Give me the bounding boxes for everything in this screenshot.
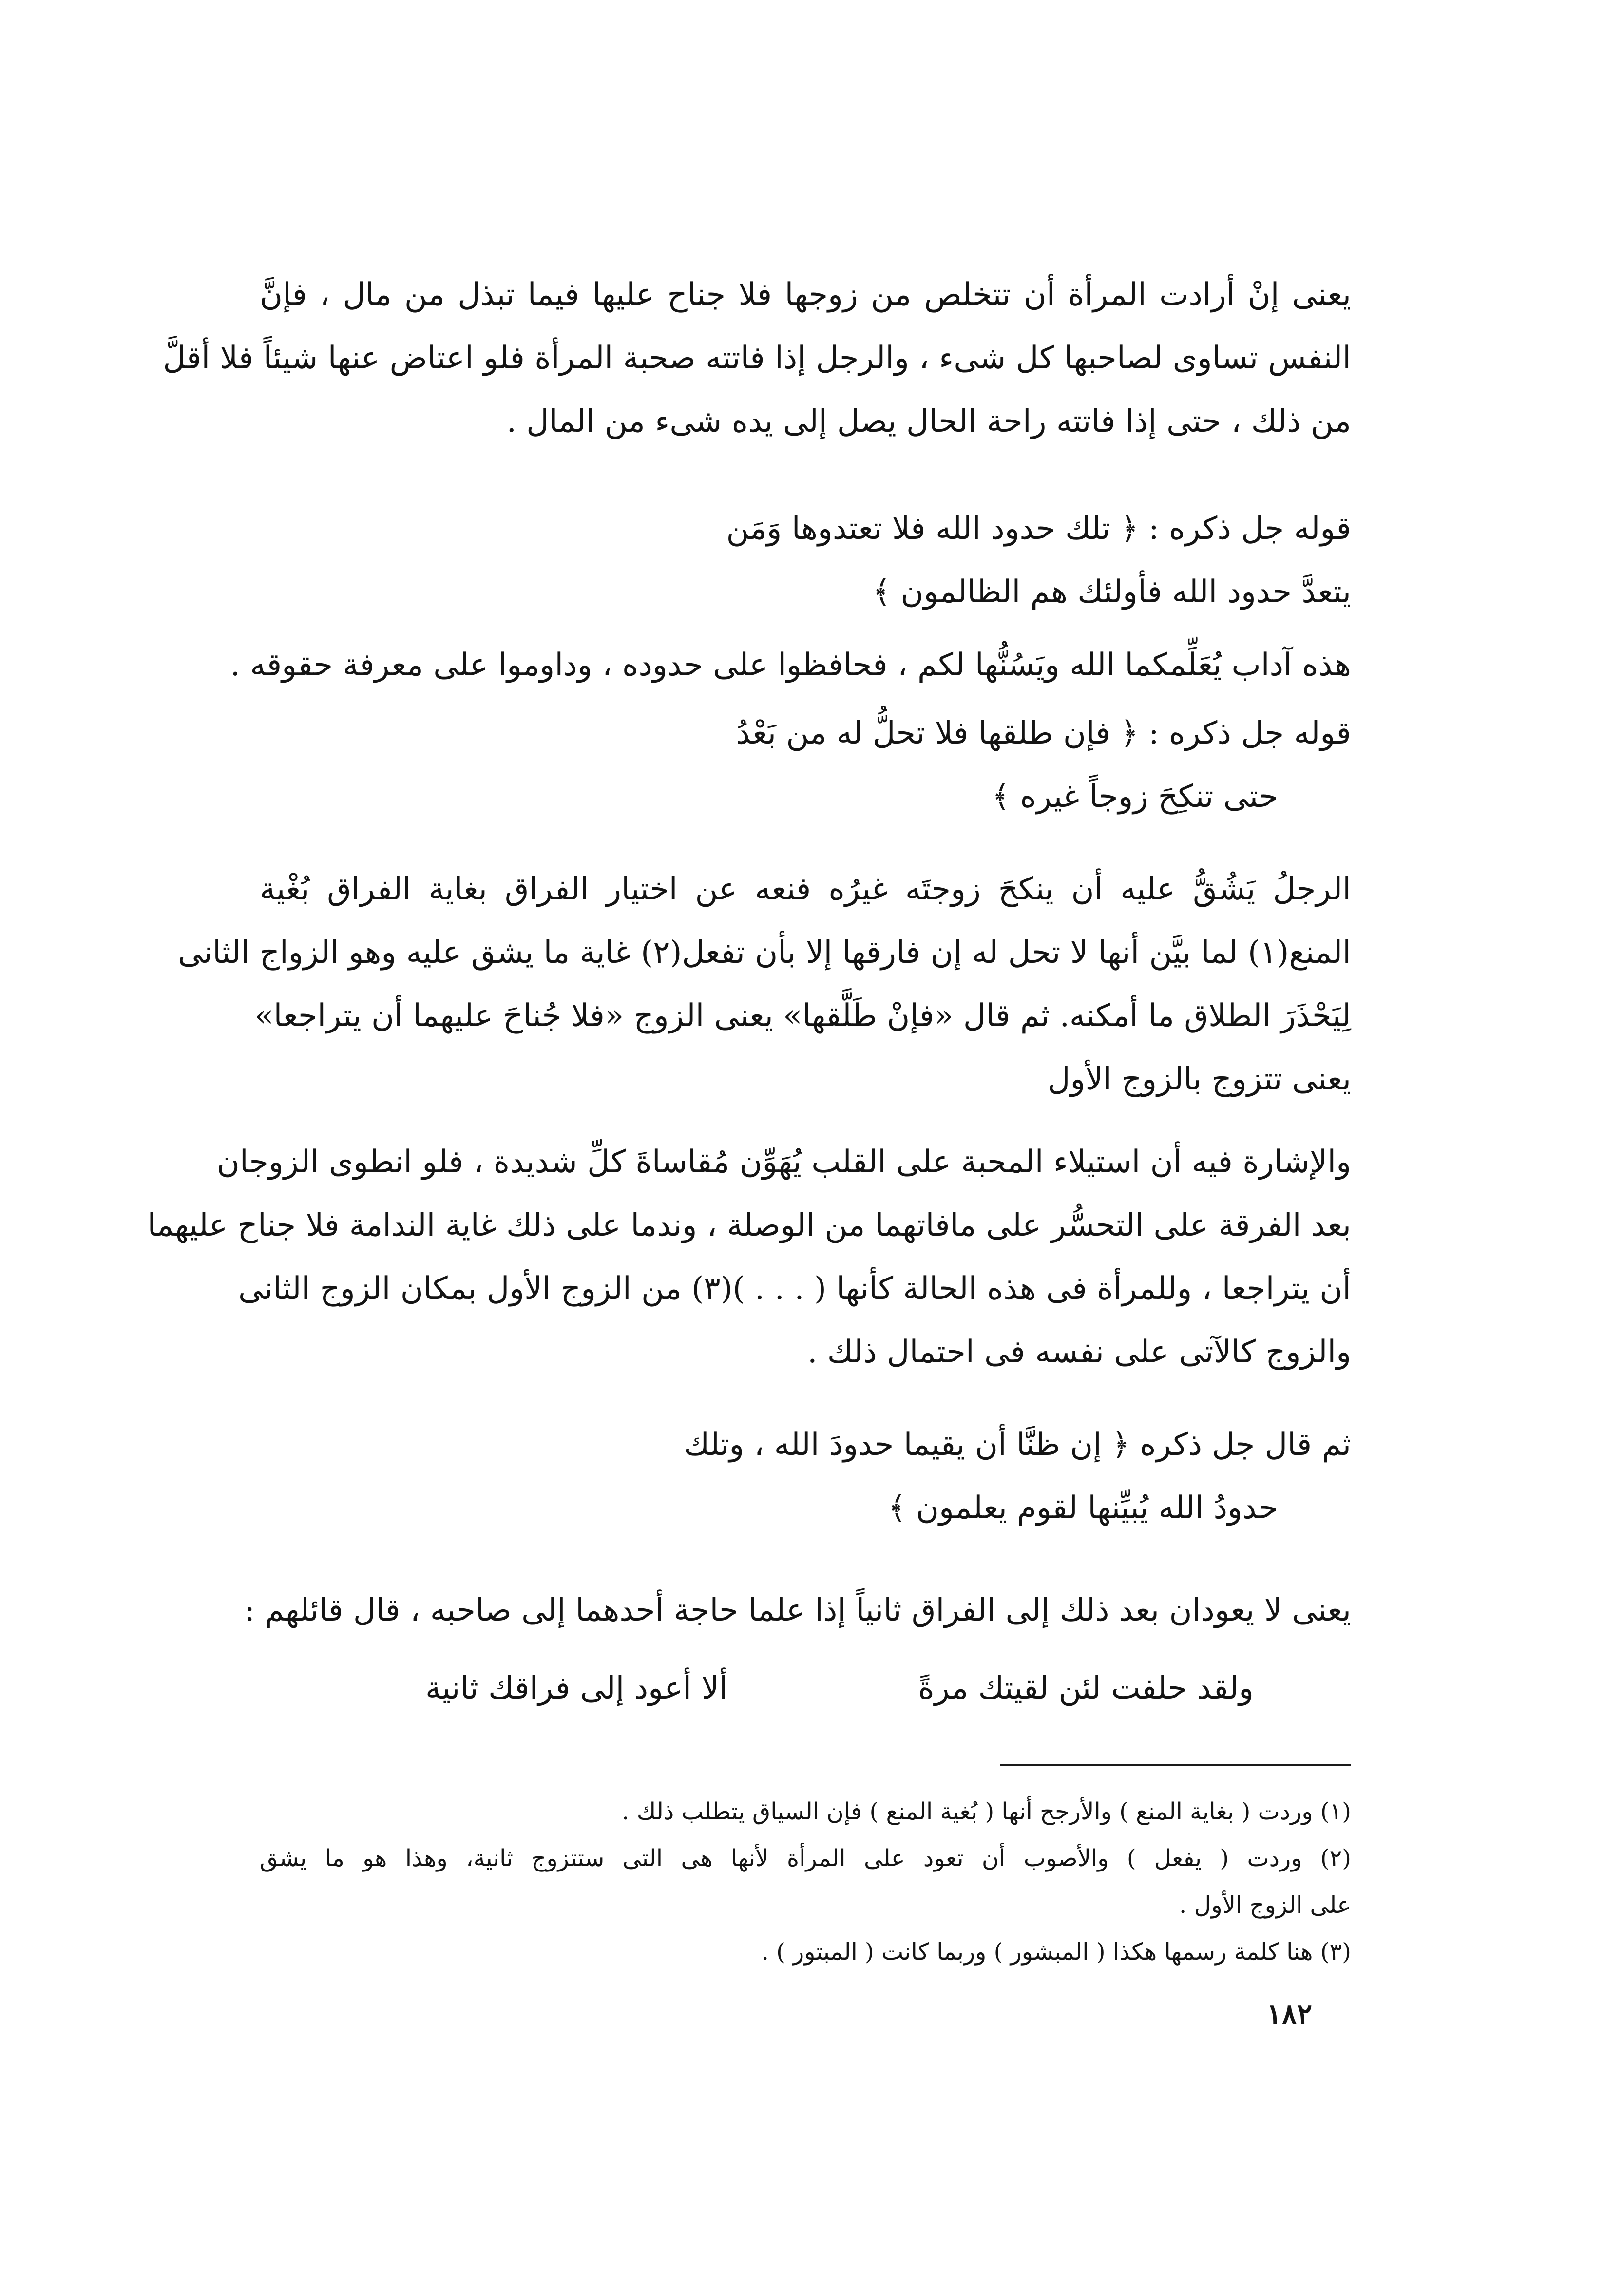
verse-line: قوله جل ذكره : ﴿ فإن طلقها فلا تحلُّ له من بَعْدُ: [736, 715, 1351, 751]
paragraph-1: [163, 263, 1351, 453]
verse-quote-2: [260, 702, 1351, 828]
verse-line: يتعدَّ حدود الله فأولئك هم الظالمون ﴾: [872, 574, 1351, 610]
paragraph-2: [230, 633, 1351, 697]
text-line: والإشارة فيه أن استيلاء المحبة على القلب يُهَوِّن مُقاساةَ كلِّ شديدة ، فلو انطوى الزوجان: [216, 1144, 1351, 1180]
footnote-2-continuation: على الزوج الأول .: [1179, 1891, 1351, 1919]
text-line: هذه آداب يُعَلِّمكما الله ويَسُنُّها لكم ، فحافظوا على حدوده ، وداوموا على معرفة حقوقه .: [230, 647, 1351, 683]
text-line: يعنى لا يعودان بعد ذلك إلى الفراق ثانياً إذا علما حاجة أحدهما إلى صاحبه ، قال قائلهم :: [244, 1592, 1351, 1628]
text-line: يعنى تتزوج بالزوج الأول: [1047, 1061, 1351, 1097]
footnote-3: (٣) هنا كلمة رسمها هكذا ( المبشور ) وربما كانت ( المبتور ) .: [761, 1938, 1351, 1966]
verse-quote-3: [260, 1413, 1351, 1540]
footnote-1: (١) وردت ( بغاية المنع ) والأرجح أنها ( بُغية المنع ) فإن السياق يتطلب ذلك .: [622, 1798, 1351, 1825]
verse-line: حدودُ الله يُبيِّنها لقوم يعلمون ﴾: [888, 1490, 1278, 1526]
paragraph-3: [177, 858, 1352, 1111]
text-line: بعد الفرقة على التحسُّر على مافاتهما من الوصلة ، وندما على ذلك غاية الندامة فلا جناح عليهما: [147, 1207, 1351, 1243]
poem-first-hemistich: ولقد حلفت لئن لقيتك مرةً: [918, 1670, 1254, 1706]
poem-second-hemistich: ألا أعود إلى فراقك ثانية: [425, 1670, 728, 1706]
footnotes: [260, 1788, 1351, 1975]
verse-line: ثم قال جل ذكره ﴿ إن ظنَّا أن يقيما حدودَ الله ، وتلك: [684, 1427, 1351, 1463]
footnote-2: (٢) وردت ( يفعل ) والأصوب أن تعود على المرأة لأنها هى التى ستتزوج ثانية، وهذا هو ما يشق: [260, 1845, 1351, 1872]
verse-quote-1: [260, 497, 1351, 624]
text-line: النفس تساوى لصاحبها كل شىء ، والرجل إذا فاتته صحبة المرأة فلو اعتاض عنها شيئاً فلا أقلَّ: [163, 340, 1351, 376]
text-line: والزوج كالآتى على نفسه فى احتمال ذلك .: [807, 1334, 1351, 1370]
verse-line: حتى تنكِحَ زوجاً غيره ﴾: [992, 779, 1278, 815]
text-line: لِيَحْذَرَ الطلاق ما أمكنه. ثم قال «فإنْ طَلَّقها» يعنى الزوج «فلا جُناحَ عليهما أن يتراجعا»: [254, 998, 1351, 1034]
text-line: المنع(١) لما بيَّن أنها لا تحل له إن فارقها إلا بأن تفعل(٢) غاية ما يشق عليه وهو الزواج الثانى: [177, 935, 1351, 971]
poem-verse: [425, 1657, 1254, 1720]
text-line: الرجلُ يَشُقُّ عليه أن ينكحَ زوجتَه غيرُه فنعه عن اختيار الفراق بغاية الفراق بُغْية: [260, 871, 1352, 907]
text-line: أن يتراجعا ، وللمرأة فى هذه الحالة كأنها ( . . . )(٣) من الزوج الأول بمكان الزوج الثانى: [238, 1271, 1351, 1307]
page-number: ١٨٢: [1266, 1998, 1312, 2031]
paragraph-5: [244, 1579, 1351, 1642]
paragraph-4: [147, 1130, 1351, 1384]
text-line: يعنى إنْ أرادت المرأة أن تتخلص من زوجها فلا جناح عليها فيما تبذل من مال ، فإنَّ: [260, 277, 1351, 313]
verse-line: قوله جل ذكره : ﴿ تلك حدود الله فلا تعتدوها وَمَن: [726, 511, 1351, 547]
footnote-separator: [1000, 1764, 1351, 1766]
text-line: من ذلك ، حتى إذا فاتته راحة الحال يصل إلى يده شىء من المال .: [506, 403, 1351, 439]
